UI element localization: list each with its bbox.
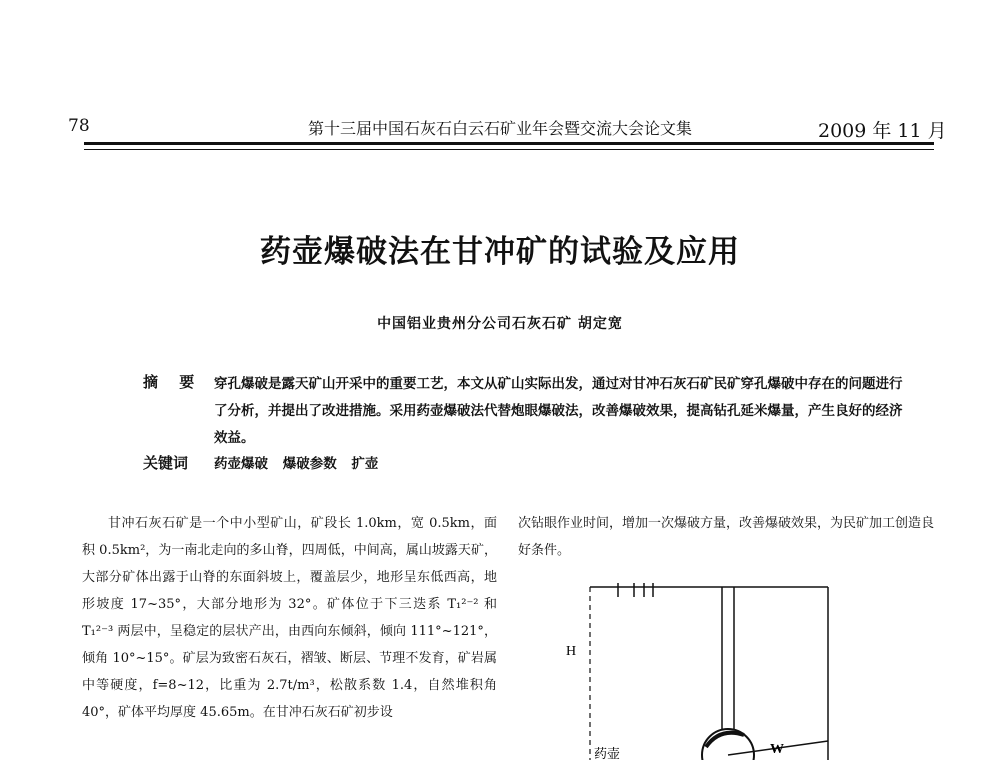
publication-date: 2009 年 11 月 bbox=[818, 120, 947, 142]
body-column-left bbox=[82, 510, 497, 726]
label-partial: 药壶 bbox=[594, 747, 621, 760]
page-number: 78 bbox=[68, 116, 90, 136]
body-paragraph: 甘冲石灰石矿是一个中小型矿山，矿段长 1.0km，宽 0.5km，面积 0.5km²，为一南北走向的多山脊，四周低，中间高，属山坡露天矿，大部分矿体出露于山脊的东面斜坡上，覆盖层少，地形呈东低西高，地形坡度 17~35°，大部分地形为 32°。矿体位于下三迭系 T₁²⁻² 和 T₁²⁻³ 两层中，呈稳定的层状产出，由西向东倾斜，倾向 111°~121°，倾角 10°~15°。矿层为致密石灰石，褶皱、断层、节理不发育，矿岩属中等硬度，f=8~12，比重为 2.7t/m³，松散系数 1.4，自然堆积角 40°，矿体平均厚度 45.65m。在甘冲石灰石矿初步设 bbox=[82, 516, 497, 720]
header-rule-thin bbox=[84, 149, 934, 150]
label-w: W bbox=[770, 742, 784, 757]
abstract-text: 穿孔爆破是露天矿山开采中的重要工艺，本文从矿山实际出发，通过对甘冲石灰石矿民矿穿孔爆破中存在的问题进行了分析，并提出了改进措施。采用药壶爆破法代替炮眼爆破法，改善爆破效果，提高钻孔延米爆量，产生良好的经济效益。 bbox=[214, 376, 903, 446]
body-column-right bbox=[518, 510, 938, 564]
body-paragraph: 次钻眼作业时间，增加一次爆破方量，改善爆破效果，为民矿加工创造良好条件。 bbox=[518, 516, 935, 558]
keywords-text: 药壶爆破 爆破参数 扩壶 bbox=[214, 456, 379, 472]
header-rule-thick bbox=[84, 142, 934, 145]
borehole-diagram bbox=[548, 575, 848, 760]
abstract-label: 摘 要 bbox=[143, 373, 203, 391]
paper-title: 药壶爆破法在甘冲矿的试验及应用 bbox=[260, 234, 740, 270]
keywords-label: 关键词 bbox=[143, 454, 189, 472]
label-h: H bbox=[566, 644, 577, 659]
author-affiliation: 中国铝业贵州分公司石灰石矿 胡定宽 bbox=[377, 316, 623, 332]
journal-title: 第十三届中国石灰石白云石矿业年会暨交流大会论文集 bbox=[308, 119, 693, 138]
